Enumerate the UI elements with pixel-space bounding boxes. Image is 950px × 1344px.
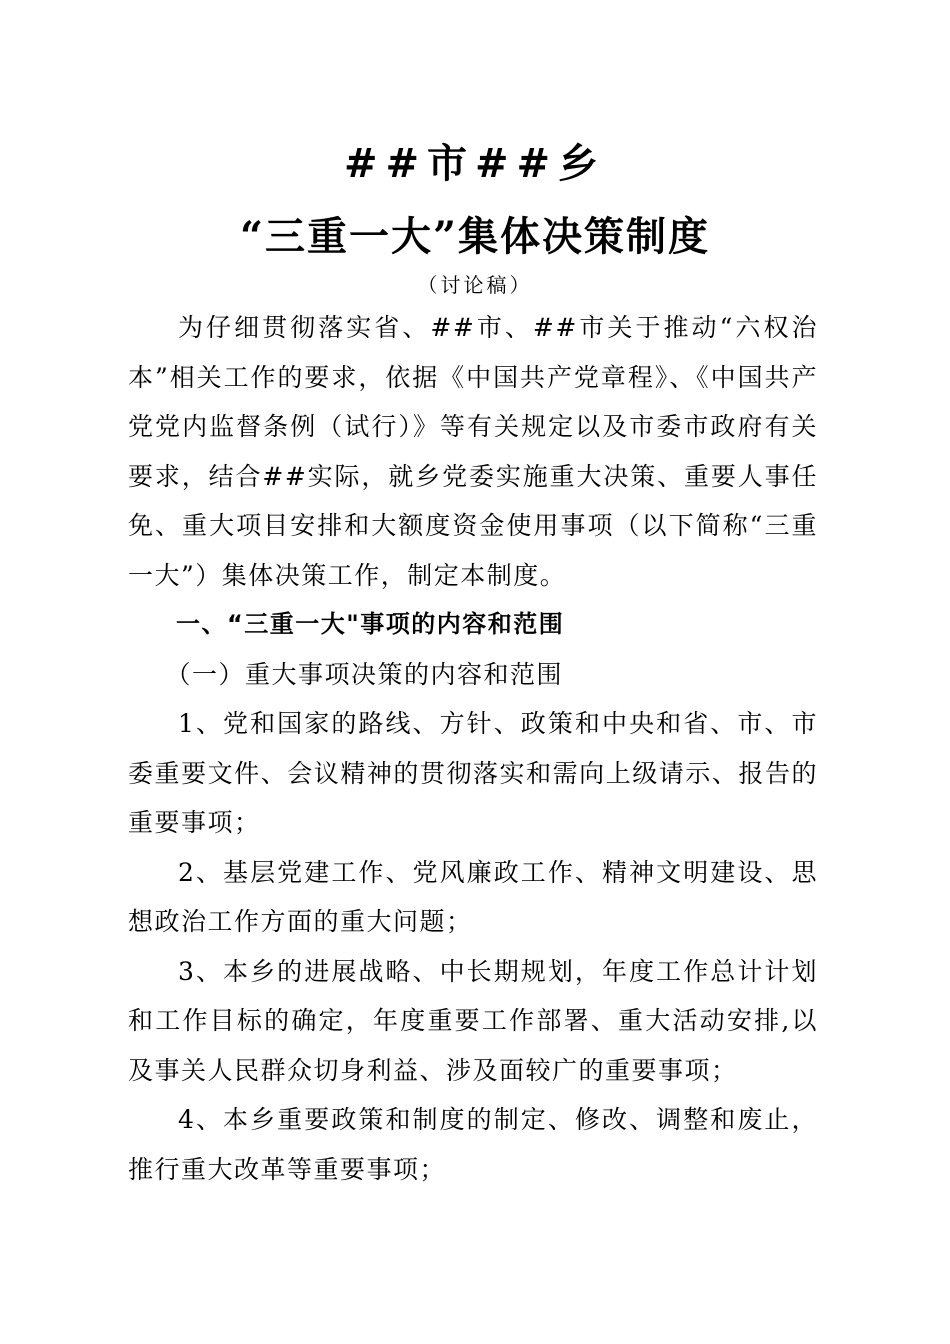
list-item: 2、基层党建工作、党风廉政工作、精神文明建设、思想政治工作方面的重大问题； [128, 857, 818, 936]
intro-paragraph: 为仔细贯彻落实省、##市、##市关于推动“六权治本”相关工作的要求，依据《中国共产党章程》、《中国共产党党内监督条例（试行）》等有关规定以及市委市政府有关要求，结合##实际，就乡党委实施重大决策、重要人事任免、重大项目安排和大额度资金使用事项（以下简称“三重一大”）集体决策工作，制定本制度。 [128, 313, 818, 590]
document-title-line2: “三重一大”集体决策制度 [239, 213, 710, 260]
section-heading: 一、“三重一大"事项的内容和范围 [176, 610, 565, 638]
subsection-heading: （一）重大事项决策的内容和范围 [165, 659, 564, 689]
document-title-line1: ##市##乡 [343, 140, 607, 187]
document-subtitle: （讨论稿） [417, 273, 533, 297]
document-body [128, 303, 818, 1194]
list-item: 3、本乡的进展战略、中长期规划，年度工作总计计划和工作目标的确定，年度重要工作部署、重大活动安排,以及事关人民群众切身利益、涉及面较广的重要事项； [128, 956, 818, 1085]
list-item: 4、本乡重要政策和制度的制定、修改、调整和废止，推行重大改革等重要事项； [128, 1105, 818, 1184]
list-item: 1、党和国家的路线、方针、政策和中央和省、市、市委重要文件、会议精神的贯彻落实和需向上级请示、报告的重要事项； [128, 709, 818, 837]
